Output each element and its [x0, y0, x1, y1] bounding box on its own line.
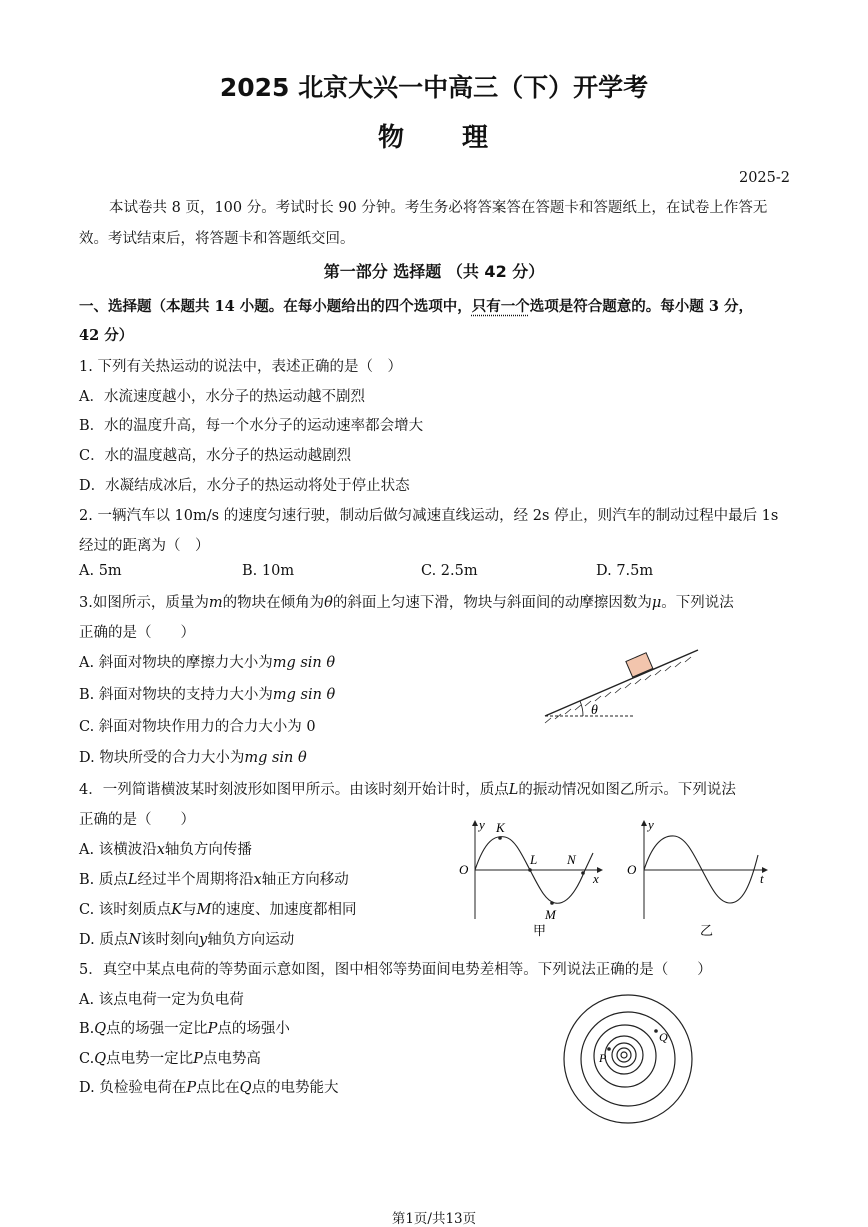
- jia-n-label: N: [567, 852, 576, 867]
- q3-option-b-text: B. 斜面对物块的支持力大小为: [79, 687, 273, 703]
- yi-y-label: y: [648, 817, 654, 832]
- jia-x-label: x: [593, 871, 599, 886]
- q4-stem-a: 4．一列简谐横波某时刻波形如图甲所示。由该时刻开始计时，质点: [79, 782, 509, 798]
- q4-c-2: 与: [182, 902, 197, 918]
- q4-a-x: x: [156, 842, 165, 858]
- jia-k-label: K: [496, 820, 505, 835]
- q5-equipotential-figure: [555, 992, 710, 1127]
- q5-stem: 5．真空中某点电荷的等势面示意如图，图中相邻等势面间电势差相等。下列说法正确的是（ ）: [79, 962, 712, 978]
- q3-stem-line2: 正确的是（ ）: [79, 625, 195, 641]
- q3-var-theta: θ: [324, 595, 333, 611]
- q5-d-p: P: [186, 1080, 197, 1096]
- q4-d-n: N: [128, 932, 142, 948]
- q1-option-b: B．水的温度升高，每一个水分子的运动速率都会增大: [79, 418, 424, 434]
- q4-b-2: 经过半个周期将沿: [137, 872, 254, 888]
- q5-b-1: B.: [79, 1021, 95, 1037]
- q1-option-a: A．水流速度越小，水分子的热运动越不剧烈: [79, 389, 365, 405]
- q3-option-b: [79, 683, 335, 704]
- q3-option-a: [79, 651, 335, 672]
- q5-d-1: D. 负检验电荷在: [79, 1080, 187, 1096]
- q3-stem-c: 的斜面上匀速下滑，物块与斜面间的动摩擦因数为: [332, 595, 652, 611]
- point-p: [607, 1047, 611, 1051]
- q4-d-2: 该时刻向: [141, 932, 200, 948]
- subject-title: 物 理: [377, 123, 490, 153]
- part1-title: 第一部分 选择题 （共 42 分）: [323, 262, 545, 281]
- q5-c-q: Q: [94, 1051, 107, 1067]
- jia-l-label: L: [530, 852, 538, 867]
- q4-d-y: y: [199, 932, 208, 948]
- q4-wave-figure-jia: [455, 815, 615, 940]
- q4-a-2: 轴负方向传播: [164, 842, 252, 858]
- section-heading-line2: 42 分）: [79, 327, 134, 344]
- q2-stem-line1: 2. 一辆汽车以 10m/s 的速度匀速行驶，制动后做匀减速直线运动，经 2s 停止，则汽车的制动过程中最后 1s: [79, 508, 779, 524]
- jia-caption: 甲: [533, 923, 547, 938]
- section-heading-emph: 只有一个: [471, 298, 530, 315]
- q2-stem-line2: 经过的距离为（ ）: [79, 538, 210, 554]
- q2-option-a: A. 5m: [79, 563, 122, 579]
- q3-option-d: [79, 746, 307, 767]
- q4-option-d: [79, 928, 294, 949]
- sliding-block: [626, 653, 653, 677]
- q5-option-b: [79, 1017, 290, 1038]
- q4-d-1: D. 质点: [79, 932, 129, 948]
- q3-option-b-formula: mg sin θ: [272, 687, 336, 703]
- q4-c-1: C. 该时刻质点: [79, 902, 172, 918]
- exam-date: 2025-2: [738, 170, 790, 186]
- theta-label: θ: [591, 703, 598, 718]
- q5-b-p: P: [207, 1021, 218, 1037]
- q3-option-c: C. 斜面对物块作用力的合力大小为 0: [79, 719, 316, 735]
- q4-d-3: 轴负方向运动: [207, 932, 295, 948]
- q3-option-a-formula: mg sin θ: [272, 655, 336, 671]
- q3-option-d-formula: mg sin θ: [244, 750, 307, 766]
- angle-arc: [580, 701, 583, 716]
- q4-wave-figure-yi: [622, 815, 772, 940]
- point-n: [581, 871, 585, 875]
- q4-c-m: M: [196, 902, 212, 918]
- point-l: [528, 868, 532, 872]
- q5-c-3: 点电势高: [202, 1051, 261, 1067]
- q5-option-c: [79, 1047, 261, 1068]
- section-heading: [79, 295, 753, 316]
- q4-var-l: L: [508, 782, 519, 798]
- q3-var-mu: μ: [651, 595, 662, 611]
- q3-incline-figure: [535, 638, 710, 728]
- q5-b-q: Q: [94, 1021, 107, 1037]
- q1-option-c: C．水的温度越高，水分子的热运动越剧烈: [79, 448, 352, 464]
- point-m: [550, 901, 554, 905]
- instructions-line2: 效。考试结束后，将答题卡和答题纸交回。: [79, 231, 355, 247]
- yi-wave-curve: [644, 836, 758, 903]
- q5-b-2: 点的场强一定比: [106, 1021, 208, 1037]
- page-title: 2025 北京大兴一中高三（下）开学考: [219, 73, 649, 102]
- q5-c-p: P: [193, 1051, 203, 1067]
- yi-t-label: t: [760, 871, 764, 886]
- q5-c-2: 点电势一定比: [106, 1051, 194, 1067]
- q5-c-1: C.: [79, 1051, 95, 1067]
- yi-origin-label: O: [627, 862, 637, 877]
- section-heading-b: 选项是符合题意的。每小题 3 分，: [529, 298, 753, 315]
- q1-stem: 1. 下列有关热运动的说法中，表述正确的是（ ）: [79, 359, 402, 375]
- yi-caption: 乙: [700, 923, 714, 938]
- q3-option-a-text: A. 斜面对物块的摩擦力大小为: [79, 655, 273, 671]
- p-label: P: [599, 1051, 607, 1065]
- q4-b-1: B. 质点: [79, 872, 128, 888]
- q4-option-b: [79, 868, 349, 889]
- q4-stem-line2: 正确的是（ ）: [79, 812, 195, 828]
- q5-d-2: 点比在: [196, 1080, 240, 1096]
- q2-option-d: D. 7.5m: [596, 563, 654, 579]
- q3-var-m: m: [208, 595, 223, 611]
- q4-stem-b: 的振动情况如图乙所示。下列说法: [518, 782, 736, 798]
- q5-b-3: 点的场强小: [217, 1021, 290, 1037]
- q3-stem-b: 的物块在倾角为: [222, 595, 325, 611]
- page-footer: 第1页/共13页: [391, 1211, 477, 1227]
- q1-option-d: D．水凝结成冰后，水分子的热运动将处于停止状态: [79, 478, 410, 494]
- q4-c-k: K: [171, 902, 183, 918]
- q2-option-b: B. 10m: [242, 563, 295, 579]
- instructions-line1: 本试卷共 8 页，100 分。考试时长 90 分钟。考生务必将答案答在答题卡和答题纸上，在试卷上作答无: [109, 200, 768, 216]
- incline-hatching: [545, 657, 691, 723]
- jia-origin-label: O: [459, 862, 469, 877]
- q4-c-3: 的速度、加速度都相同: [211, 902, 357, 918]
- q3-stem-a: 3.如图所示，质量为: [79, 595, 209, 611]
- section-heading-a: 一、选择题（本题共 14 小题。在每小题给出的四个选项中，: [79, 298, 472, 315]
- incline-surface: [545, 650, 698, 716]
- q4-option-a: [79, 838, 252, 859]
- q5-d-q: Q: [239, 1080, 252, 1096]
- q3-option-d-text: D. 物块所受的合力大小为: [79, 750, 245, 766]
- q3-stem-d: 。下列说法: [661, 595, 734, 611]
- q4-stem-line1: [79, 778, 736, 799]
- q5-option-d: [79, 1076, 338, 1097]
- equipotential-circles: [564, 995, 692, 1123]
- q4-option-c: [79, 898, 357, 919]
- point-q: [654, 1029, 658, 1033]
- q4-b-x: x: [253, 872, 262, 888]
- q5-option-a: A. 该点电荷一定为负电荷: [79, 992, 244, 1008]
- q4-a-1: A. 该横波沿: [79, 842, 157, 858]
- point-k: [498, 836, 502, 840]
- jia-m-label: M: [545, 907, 556, 922]
- q4-b-l: L: [127, 872, 138, 888]
- q2-option-c: C. 2.5m: [421, 563, 478, 579]
- jia-y-label: y: [479, 817, 485, 832]
- q-label: Q: [659, 1030, 668, 1044]
- q5-d-3: 点的电势能大: [251, 1080, 339, 1096]
- q3-stem-line1: [79, 591, 734, 612]
- q4-b-3: 轴正方向移动: [261, 872, 349, 888]
